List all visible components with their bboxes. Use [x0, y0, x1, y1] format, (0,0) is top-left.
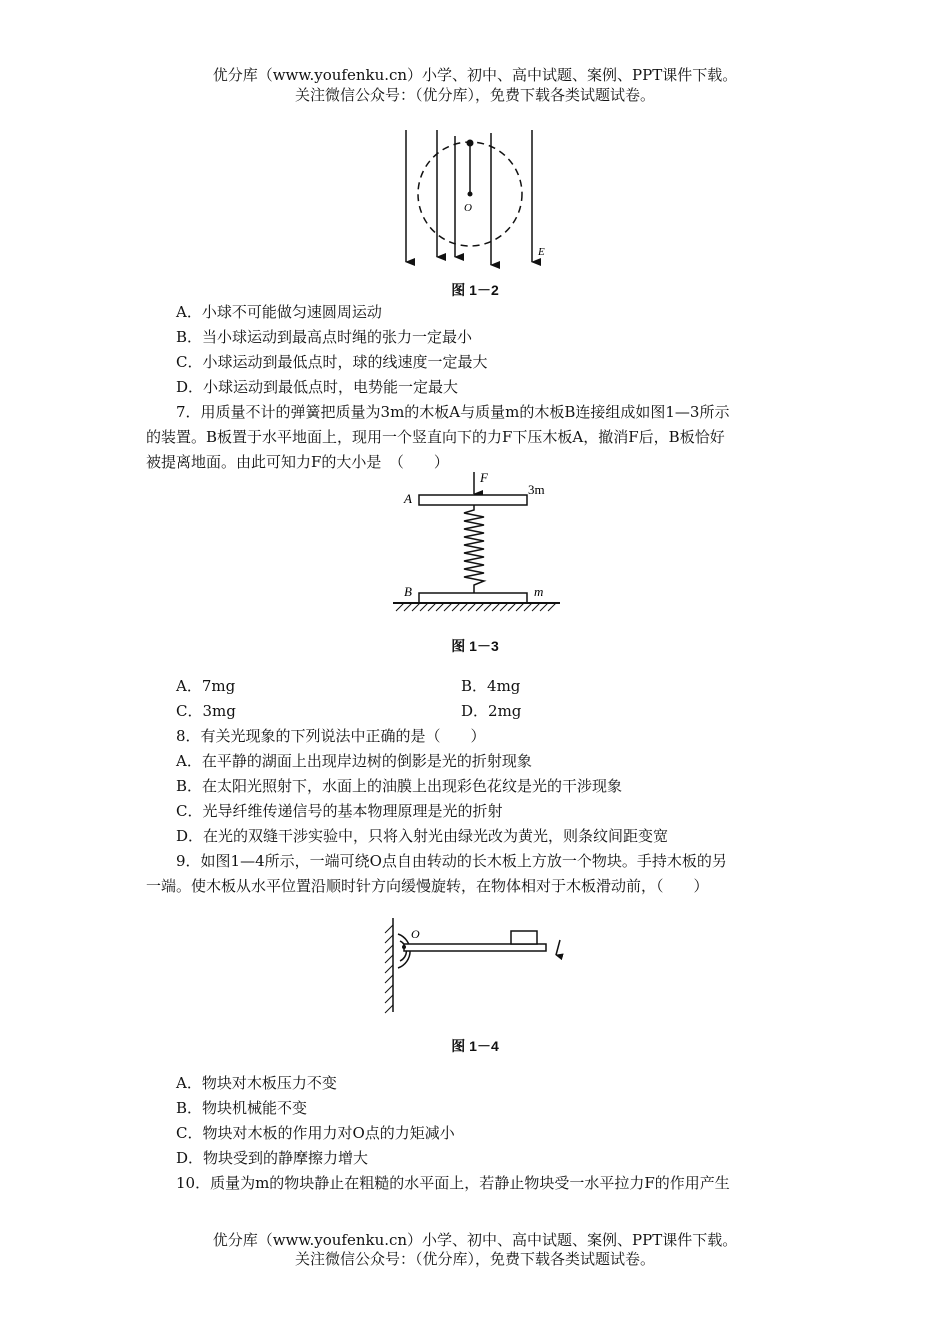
q9-option-b: B．物块机械能不变	[176, 1099, 308, 1117]
label-o: O	[464, 202, 472, 214]
q6-option-d: D．小球运动到最低点时，电势能一定最大	[176, 378, 459, 396]
q8-option-c: C．光导纤维传递信号的基本物理原理是光的折射	[176, 802, 503, 820]
board	[404, 944, 546, 951]
q8-stem: 8．有关光现象的下列说法中正确的是（ ）	[176, 727, 486, 745]
q7-stem-1: 7．用质量不计的弹簧把质量为3m的木板A与质量m的木板B连接组成如图1—3所示	[176, 403, 730, 421]
q8-option-d: D．在光的双缝干涉实验中，只将入射光由绿光改为黄光，则条纹间距变宽	[176, 827, 669, 845]
footer-line-1: 优分库（www.youfenku.cn）小学、初中、高中试题、案例、PPT课件下载。	[212, 1231, 738, 1249]
footer-line-2: 关注微信公众号：（优分库），免费下载各类试题试卷。	[294, 1250, 655, 1268]
q8-option-a: A．在平静的湖面上出现岸边树的倒影是光的折射现象	[176, 752, 532, 770]
q9-option-a: A．物块对木板压力不变	[176, 1074, 337, 1092]
wall-hatch	[385, 925, 393, 1013]
header-line-2: 关注微信公众号：（优分库），免费下载各类试题试卷。	[294, 86, 655, 104]
figure-1-3-caption: 图 1－3	[451, 638, 499, 654]
q9-stem-2: 一端。使木板从水平位置沿顺时针方向缓慢旋转，在物体相对于木板滑动前，（ ）	[146, 877, 709, 895]
header-line-1: 优分库（www.youfenku.cn）小学、初中、高中试题、案例、PPT课件下载。	[212, 66, 738, 84]
label-3m: 3m	[528, 482, 545, 497]
q7-option-c: C．3mg	[176, 702, 236, 720]
q7-option-a: A．7mg	[176, 677, 236, 695]
figure-1-2-caption: 图 1－2	[451, 282, 499, 298]
q6-option-b: B．当小球运动到最高点时绳的张力一定最小	[176, 328, 473, 346]
pivot-point	[402, 945, 406, 949]
figure-1-4-caption: 图 1－4	[451, 1038, 499, 1054]
label-m: m	[534, 584, 544, 599]
q9-stem-1: 9．如图1—4所示，一端可绕O点自由转动的长木板上方放一个物块。手持木板的另	[176, 852, 727, 870]
q7-stem-2: 的装置。B板置于水平地面上，现用一个竖直向下的力F下压木板A，撤消F后，B板恰好	[146, 428, 725, 446]
q8-option-b: B．在太阳光照射下，水面上的油膜上出现彩色花纹是光的干涉现象	[176, 777, 623, 795]
label-o: O	[411, 927, 420, 941]
q6-option-a: A．小球不可能做匀速圆周运动	[176, 303, 382, 321]
rotation-arrow	[556, 940, 560, 955]
label-e: E	[538, 246, 545, 258]
block	[511, 931, 537, 944]
label-b: B	[404, 584, 412, 599]
q9-option-c: C．物块对木板的作用力对O点的力矩减小	[176, 1124, 455, 1142]
q7-option-b: B．4mg	[461, 677, 521, 695]
q10-stem-1: 10．质量为m的物块静止在粗糙的水平面上，若静止物块受一水平拉力F的作用产生	[176, 1174, 730, 1192]
q9-option-d: D．物块受到的静摩擦力增大	[176, 1149, 369, 1167]
label-a: A	[404, 491, 412, 506]
label-f: F	[480, 470, 488, 485]
q7-option-d: D．2mg	[461, 702, 522, 720]
q6-option-c: C．小球运动到最低点时，球的线速度一定最大	[176, 353, 488, 371]
q7-stem-3: 被提离地面。由此可知力F的大小是 （ ）	[146, 453, 449, 471]
